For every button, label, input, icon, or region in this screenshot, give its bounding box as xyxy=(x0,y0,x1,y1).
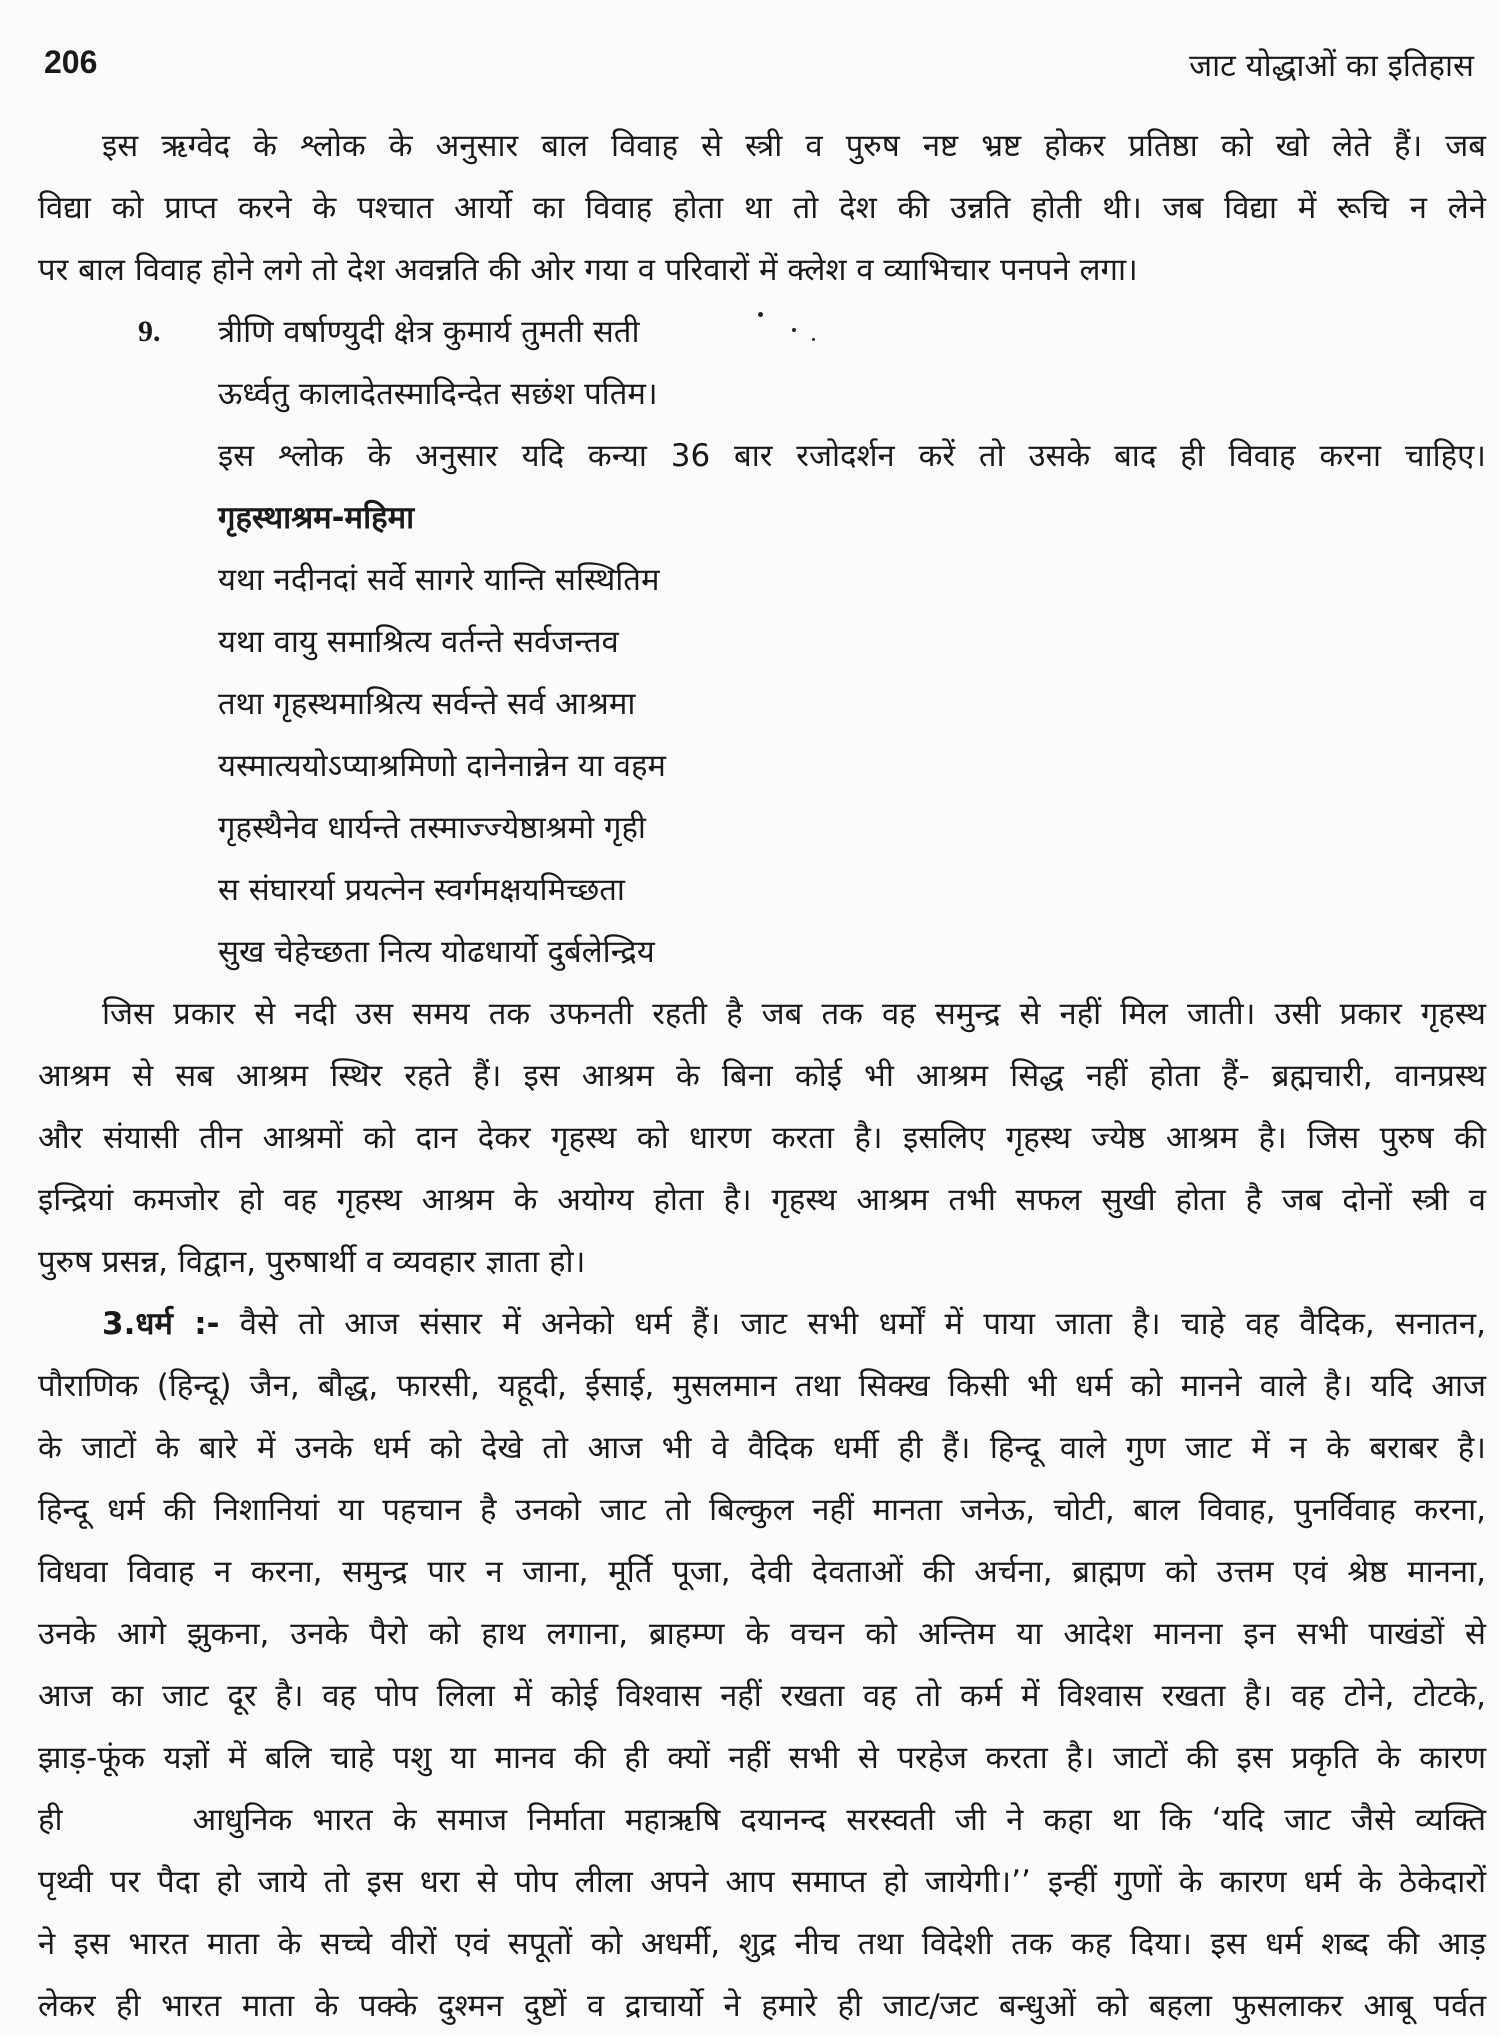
text-line: पौराणिक (हिन्दू) जैन, बौद्ध, फारसी, यहूदी, ईसाई, मुसलमान तथा सिक्ख किसी भी धर्म को मानने वाले है। यदि आज xyxy=(38,1368,1486,1404)
text-line: झाड़-फूंक यज्ञों में बलि चाहे पशु या मानव की ही क्यों नहीं सभी से परहेज करता है। जाटों की इस प्रकृति के कारण xyxy=(38,1740,1486,1776)
verse-line: त्रीणि वर्षाण्युदी क्षेत्र कुमार्य तुमती सती xyxy=(218,314,640,350)
verse-line: यथा वायु समाश्रित्य वर्तन्ते सर्वजन्तव xyxy=(218,624,619,660)
text-line: पर बाल विवाह होने लगे तो देश अवन्नति की ओर गया व परिवारों में क्लेश व व्याभिचार पनपने लगा। xyxy=(38,252,1138,288)
verse-lines xyxy=(218,301,1486,487)
text-run: ही xyxy=(38,1802,63,1838)
verse-line: तथा गृहस्थमाश्रित्य सर्वन्ते सर्व आश्रमा xyxy=(218,686,636,722)
paragraph-intro xyxy=(38,115,1486,301)
text-line: लेकर ही भारत माता के पक्के दुश्मन दुष्टों व द्राचार्यो ने हमारे ही जाट/जट बन्धुओं को बहला फुसलाकर आबू पर्वत xyxy=(38,1988,1486,2024)
verse-line: यस्मात्ययोऽप्याश्रमिणो दानेनान्नेन या वहम xyxy=(218,748,666,784)
text-line xyxy=(38,1789,1486,1851)
verse-line: ऊर्ध्वतु कालादेतस्मादिन्देत सछंश पतिम। xyxy=(218,376,658,412)
verse-line: सुख चेहेच्छता नित्य योढधार्यो दुर्बलेन्द्रिय xyxy=(218,934,655,970)
text-line: के जाटों के बारे में उनके धर्म को देखे तो आज भी वे वैदिक धर्मी ही हैं। हिन्दू वाले गुण जाट में न के बराबर है। xyxy=(38,1430,1486,1466)
verse-9 xyxy=(38,301,1486,487)
verse-number: 9. xyxy=(138,315,161,348)
running-title: जाट योद्धाओं का इतिहास xyxy=(1189,48,1474,84)
text-line: इन्द्रियां कमजोर हो वह गृहस्थ आश्रम के अयोग्य होता है। गृहस्थ आश्रम तभी सफल सुखी होता है जब दोनों स्त्री व xyxy=(38,1182,1486,1218)
page-number: 206 xyxy=(44,44,98,80)
text-line: विधवा विवाह न करना, समुन्द्र पार न जाना, मूर्ति पूजा, देवी देवताओं की अर्चना, ब्राह्मण को उत्तम एवं श्रेष्ठ मानना, xyxy=(38,1554,1486,1590)
text-line xyxy=(38,1293,1486,1355)
text-line: आश्रम से सब आश्रम स्थिर रहते हैं। इस आश्रम के बिना कोई भी आश्रम सिद्ध नहीं होता हैं- ब्रह्मचारी, वानप्रस्थ xyxy=(38,1058,1486,1094)
text-line: हिन्दू धर्म की निशानियां या पहचान है उनको जाट तो बिल्कुल नहीं मानता जनेऊ, चोटी, बाल विवाह, पुनर्विवाह करना, xyxy=(38,1492,1486,1528)
text-line: उनके आगे झुकना, उनके पैरो को हाथ लगाना, ब्राहम्ण के वचन को अन्तिम या आदेश मानना इन सभी पाखंडों से xyxy=(38,1616,1486,1652)
verse-line: यथा नदीनदां सर्वे सागरे यान्ति सस्थितिम xyxy=(218,562,660,598)
grihastha-verse xyxy=(218,549,1486,983)
text-line: विद्या को प्राप्त करने के पश्चात आर्यो का विवाह होता था तो देश की उन्नति होती थी। जब विद्या में रूचि न लेने xyxy=(38,190,1486,226)
text-line: जिस प्रकार से नदी उस समय तक उफनती रहती है जब तक वह समुन्द्र से नहीं मिल जाती। उसी प्रकार गृहस्थ xyxy=(102,996,1486,1032)
text-line: इस ऋग्वेद के श्लोक के अनुसार बाल विवाह से स्त्री व पुरुष नष्ट भ्रष्ट होकर प्रतिष्ठा को खो लेते हैं। जब xyxy=(102,128,1486,164)
text-run: आधुनिक भारत के समाज निर्माता महाऋषि दयानन्द सरस्वती जी ने कहा था कि ‘यदि जाट जैसे व्यक्ति xyxy=(192,1802,1486,1838)
verse-line: स संघारर्या प्रयत्नेन स्वर्गमक्षयमिच्छता xyxy=(218,872,625,908)
verse-line: गृहस्थैनेव धार्यन्ते तस्माज्ज्येष्ठाश्रमो गृही xyxy=(218,810,646,846)
paragraph-dharma xyxy=(38,1293,1486,2037)
text-line: पुरुष प्रसन्न, विद्वान, पुरुषार्थी व व्यवहार ज्ञाता हो। xyxy=(38,1244,586,1280)
text-run: वैसे तो आज संसार में अनेको धर्म हैं। जाट सभी धर्मों में पाया जाता है। चाहे वह वैदिक, सनातन, xyxy=(239,1306,1486,1342)
paragraph-grihastha xyxy=(38,983,1486,1293)
dharma-label: 3.धर्म :- xyxy=(102,1306,220,1342)
text-line: पृथ्वी पर पैदा हो जाये तो इस धरा से पोप लीला अपने आप समाप्त हो जायेगी।’’ इन्हीं गुणों के कारण धर्म के ठेकेदारों xyxy=(38,1864,1486,1900)
text-line: आज का जाट दूर है। वह पोप लिला में कोई विश्वास नहीं रखता वह तो कर्म में विश्वास रखता है। वह टोने, टोटके, xyxy=(38,1678,1486,1714)
section-heading: गृहस्थाश्रम-महिमा xyxy=(218,500,415,536)
verse-explanation: इस श्लोक के अनुसार यदि कन्या 36 बार रजोदर्शन करें तो उसके बाद ही विवाह करना चाहिए। xyxy=(218,438,1486,474)
text-line: और संयासी तीन आश्रमों को दान देकर गृहस्थ को धारण करता है। इसलिए गृहस्थ ज्येष्ठ आश्रम है। जिस पुरुष की xyxy=(38,1120,1486,1156)
text-line: ने इस भारत माता के सच्चे वीरों एवं सपूतों को अधर्मी, शुद्र नीच तथा विदेशी तक कह दिया। इस धर्म शब्द की आड़ xyxy=(38,1926,1486,1962)
page-body xyxy=(38,115,1486,2037)
